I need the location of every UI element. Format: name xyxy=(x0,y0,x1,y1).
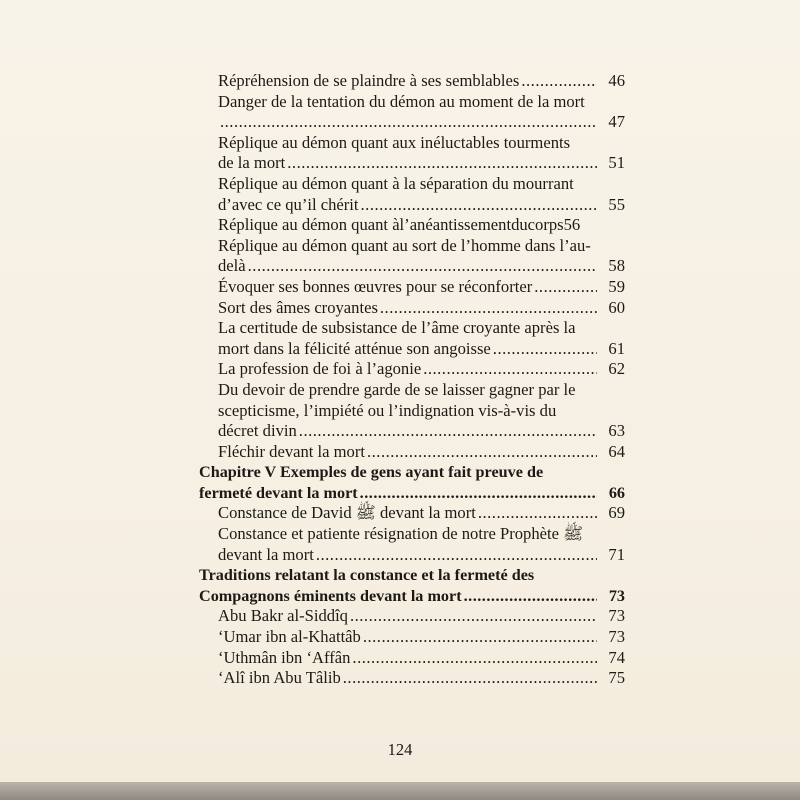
toc-entry: devant la mort ..... 71 xyxy=(199,545,625,566)
toc-entry xyxy=(199,112,625,133)
toc-entry: Évoquer ses bonnes œuvres pour se réconforter ..... 59 xyxy=(199,277,625,298)
page-number: 62 xyxy=(608,359,625,379)
toc-entry: Danger de la tentation du démon au moment de la mort xyxy=(218,91,585,111)
toc-entry: de la mort ..... 51 xyxy=(199,153,625,174)
toc-entry: ‘Uthmân ibn ‘Affân ..... 74 xyxy=(199,648,625,669)
chapter-heading: fermeté devant la mort ..... 66 xyxy=(199,483,625,504)
page-bottom-shadow xyxy=(0,782,800,800)
toc-entry: Réplique au démon quant au sort de l’homme dans l’au- xyxy=(218,235,591,255)
toc-entry: Du devoir de prendre garde de se laisser gagner par le xyxy=(218,379,576,399)
toc-entry: Fléchir devant la mort ..... 64 xyxy=(199,442,625,463)
page-number: 51 xyxy=(608,153,625,173)
page-number: 58 xyxy=(608,256,625,276)
toc-entry: mort dans la félicité atténue son angoisse ..... 61 xyxy=(199,339,625,360)
toc-entry: Abu Bakr al-Siddîq ..... 73 xyxy=(199,606,625,627)
page-number: 74 xyxy=(608,647,625,667)
toc-entry: delà ..... 58 xyxy=(199,256,625,277)
page-number: 60 xyxy=(608,297,625,317)
toc-entry: La profession de foi à l’agonie ..... 62 xyxy=(199,359,625,380)
page-number: 64 xyxy=(608,441,625,461)
page-number: 75 xyxy=(608,668,625,688)
toc-entry: Répréhension de se plaindre à ses semblables ..... 46 xyxy=(199,71,625,92)
table-of-contents xyxy=(199,71,625,689)
page-number: 63 xyxy=(608,421,625,441)
toc-entry: Réplique au démon quant àl’anéantissementducorps56 xyxy=(218,215,581,235)
page-number: 71 xyxy=(608,544,625,564)
page-number: 73 xyxy=(608,627,625,647)
toc-entry: scepticisme, l’impiété ou l’indignation vis-à-vis du xyxy=(218,400,557,420)
toc-entry: d’avec ce qu’il chérit ..... 55 xyxy=(199,195,625,216)
page-number: 59 xyxy=(608,276,625,296)
toc-entry: Constance et patiente résignation de notre Prophète ﷺ xyxy=(218,524,584,544)
page-number: 66 xyxy=(608,483,625,502)
page-folio: 124 xyxy=(387,740,413,759)
section-heading: Traditions relatant la constance et la fermeté des xyxy=(199,566,535,585)
toc-entry: La certitude de subsistance de l’âme croyante après la xyxy=(218,318,576,338)
toc-entry: ‘Umar ibn al-Khattâb ..... 73 xyxy=(199,627,625,648)
page-number: 46 xyxy=(608,71,625,90)
section-heading: Compagnons éminents devant la mort ..... 73 xyxy=(199,586,625,607)
page-number: 69 xyxy=(608,503,625,523)
toc-entry: Réplique au démon quant aux inéluctables tourments xyxy=(218,132,571,152)
toc-entry: Sort des âmes croyantes ..... 60 xyxy=(199,298,625,319)
toc-entry: ‘Alî ibn Abu Tâlib ..... 75 xyxy=(199,668,625,689)
page-number: 55 xyxy=(608,194,625,214)
page-number: 73 xyxy=(608,586,625,605)
toc-entry: Constance de David ﷺ devant la mort ..... 69 xyxy=(199,503,625,524)
chapter-heading: Chapitre V Exemples de gens ayant fait preuve de xyxy=(199,463,544,482)
page-number: 73 xyxy=(608,606,625,626)
page-number: 61 xyxy=(608,338,625,358)
page-number: 47 xyxy=(608,112,625,132)
toc-entry: décret divin ..... 63 xyxy=(199,421,625,442)
toc-entry: Réplique au démon quant à la séparation du mourrant xyxy=(218,173,574,193)
